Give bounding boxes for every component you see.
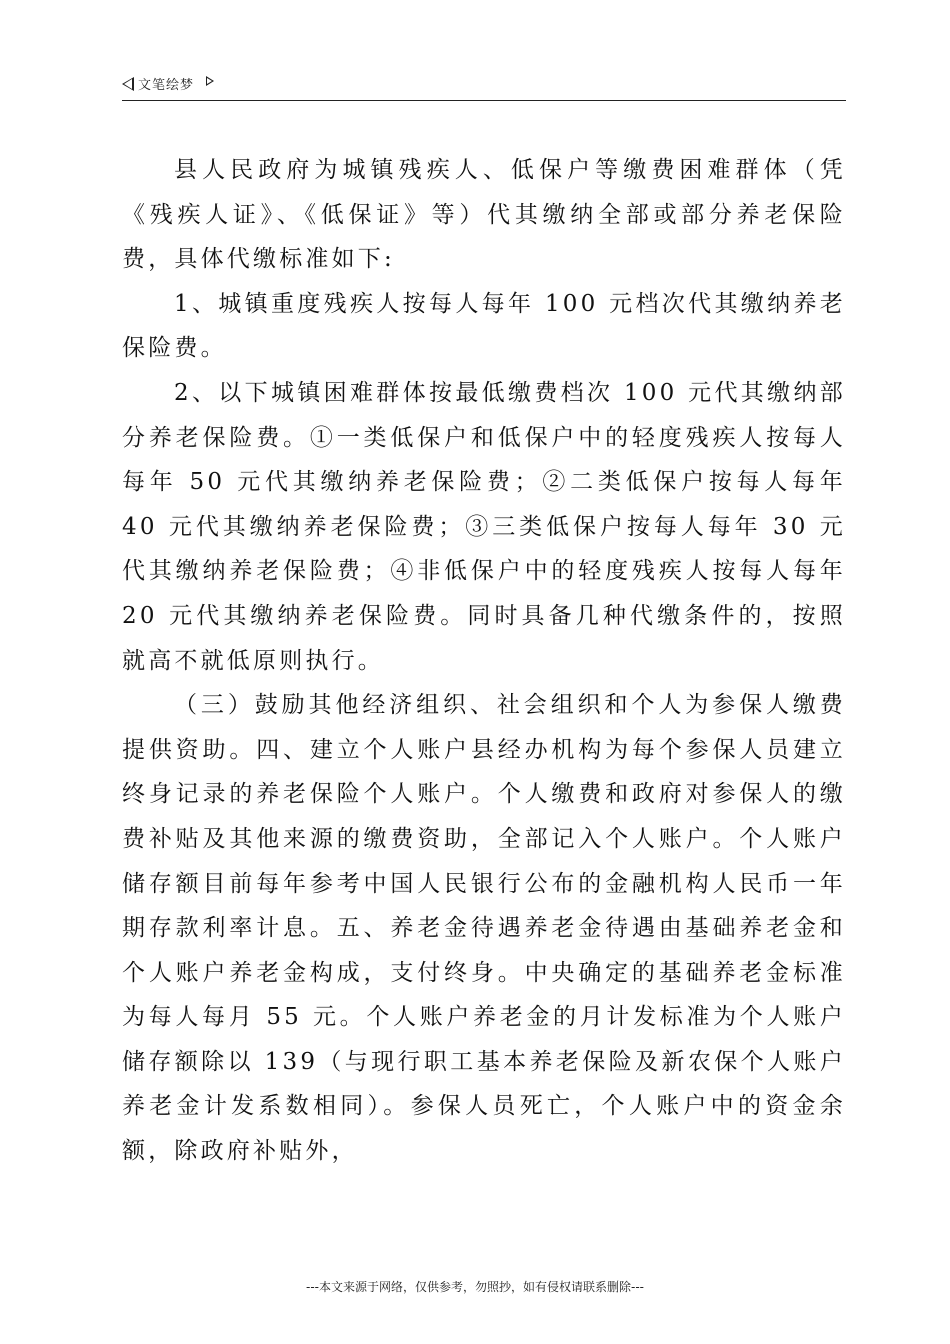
paragraph-intro: 县人民政府为城镇残疾人、低保户等缴费困难群体（凭《残疾人证》、《低保证》等）代其缴纳全部或部分养老保险费，具体代缴标准如下: bbox=[122, 157, 846, 273]
triangle-right-icon bbox=[206, 76, 214, 86]
document-body bbox=[122, 148, 846, 1174]
triangle-left-icon bbox=[122, 77, 134, 91]
page-footer-disclaimer: ---本文来源于网络，仅供参考，勿照抄，如有侵权请联系删除--- bbox=[306, 1280, 644, 1294]
header-brand: 文笔绘梦 bbox=[138, 78, 195, 93]
page-header bbox=[122, 70, 846, 101]
paragraph-section-3: （三）鼓励其他经济组织、社会组织和个人为参保人缴费提供资助。四、建立个人账户县经办机构为每个参保人员建立终身记录的养老保险个人账户。个人缴费和政府对参保人的缴费补贴及其他来源的缴费资助，全部记入个人账户。个人账户储存额目前每年参考中国人民银行公布的金融机构人民币一年期存款利率计息。五、养老金待遇养老金待遇由基础养老金和个人账户养老金构成，支付终身。中央确定的基础养老金标准为每人每月 55 元。个人账户养老金的月计发标准为个人账户储存额除以 139（与现行职工基本养老保险及新农保个人账户养老金计发系数相同）。参保人员死亡，个人账户中的资金余额，除政府补贴外， bbox=[122, 692, 846, 1165]
paragraph-item-2: 2、以下城镇困难群体按最低缴费档次 100 元代其缴纳部分养老保险费。①一类低保户和低保户中的轻度残疾人按每人每年 50 元代其缴纳养老保险费；②二类低保户按每人每年 40 元代其缴纳养老保险费；③三类低保户按每人每年 30 元代其缴纳养老保险费；④非低保户中的轻度残疾人按每人每年 20 元代其缴纳养老保险费。同时具备几种代缴条件的，按照就高不就低原则执行。 bbox=[122, 379, 846, 674]
header-brand-group bbox=[122, 74, 214, 93]
paragraph-item-1: 1、城镇重度残疾人按每人每年 100 元档次代其缴纳养老保险费。 bbox=[122, 290, 846, 362]
